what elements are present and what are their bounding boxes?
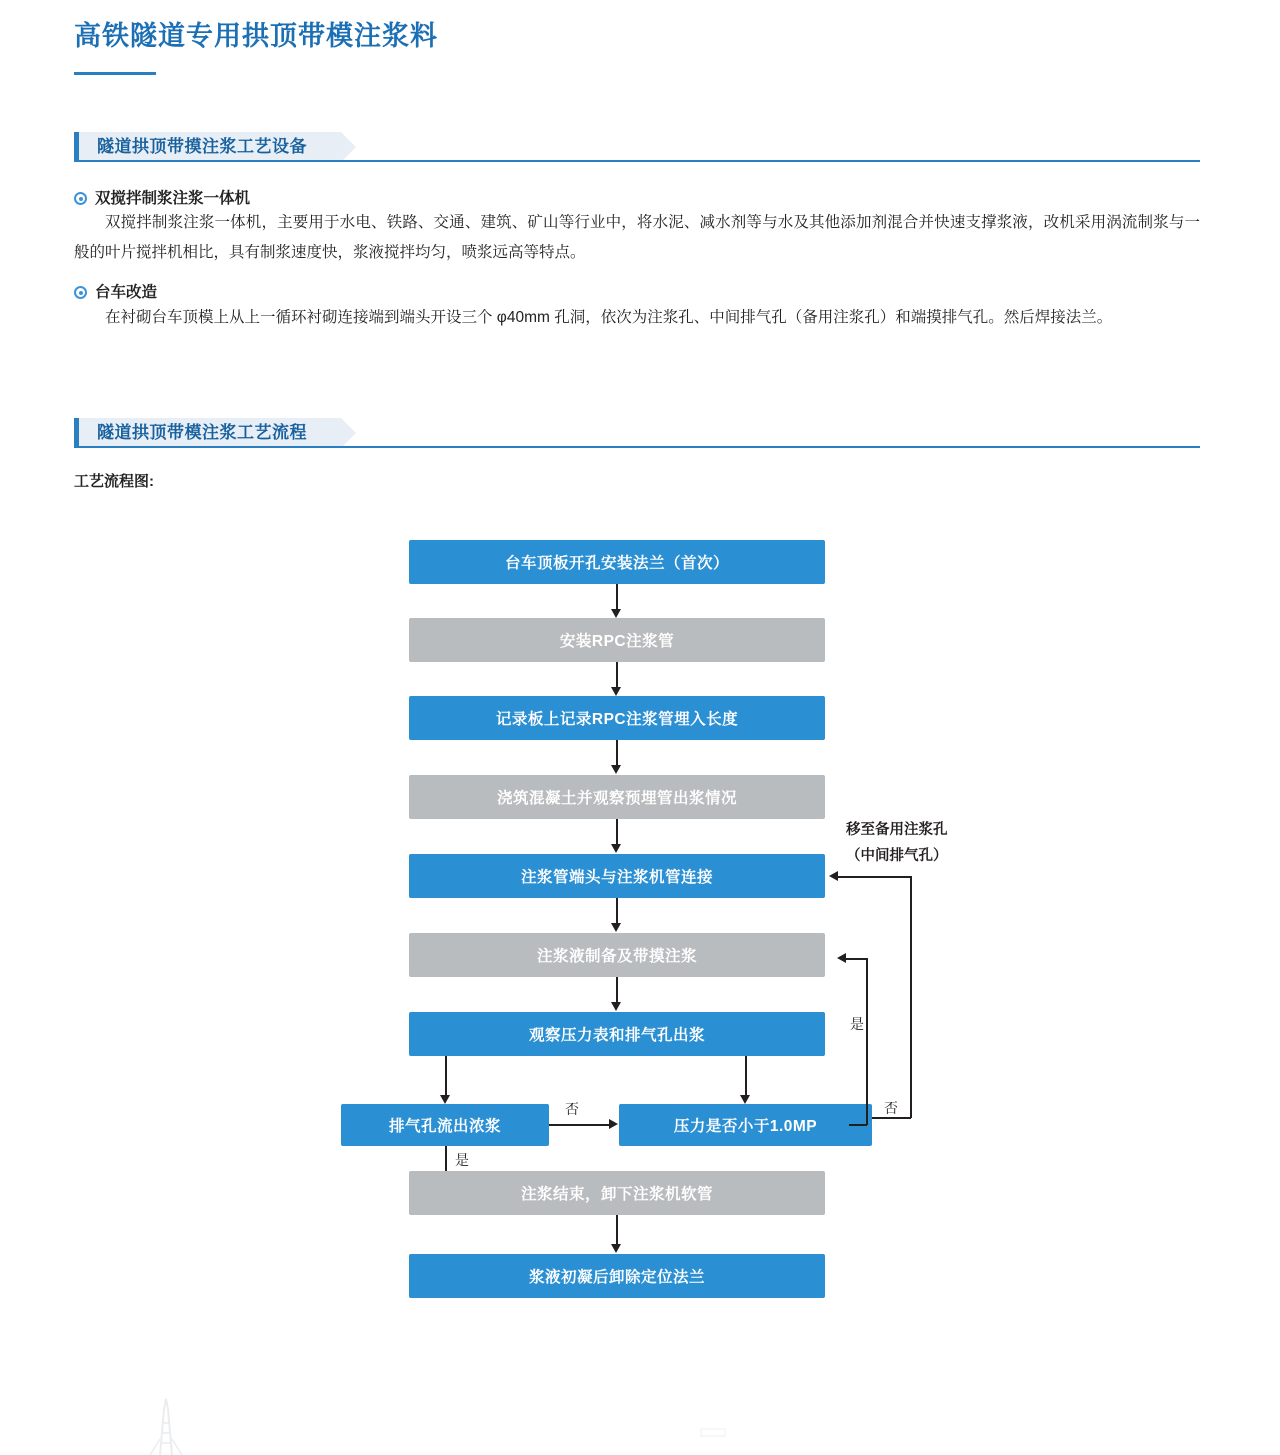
flow-node-11 [409,1254,825,1298]
flow-edge-9-6-seg-h2 [846,958,867,960]
flow-node-7-label: 观察压力表和排气孔出浆 [528,1027,705,1044]
flow-edge-4-5 [616,819,618,844]
flow-node-6-label: 注浆液制备及带摸注浆 [536,948,697,965]
arrowhead-icon [611,687,621,696]
flow-node-9 [619,1104,872,1146]
bullet-item-trolley-label: 台车改造 [95,284,158,301]
section-rule-process [74,446,1200,448]
annotation-spare-hole-line2: （中间排气孔） [846,848,948,864]
annotation-spare-hole [846,817,948,869]
edge-label-yes-1: 是 [850,1016,864,1032]
paragraph-trolley: 在衬砌台车顶模上从上一循环衬砌连接端到端头开设三个 φ40mm 孔洞，依次为注浆孔、中间排气孔（备用注浆孔）和端摸排气孔。然后焊接法兰。 [105,309,1113,326]
flow-edge-9-5-seg-v [910,876,912,1118]
flow-edge-1-2 [616,584,618,609]
section-heading-process-label: 隧道拱顶带模注浆工艺流程 [74,418,341,448]
flow-node-4 [409,775,825,819]
page-title: 高铁隧道专用拱顶带模注浆料 [74,21,438,51]
bullet-item-trolley [74,280,157,302]
arrowhead-icon [829,871,838,881]
flow-node-6 [409,933,825,977]
flow-edge-9-5-seg-h2 [838,876,911,878]
title-underline [74,72,156,75]
flow-edge-10-11 [616,1215,618,1244]
flow-node-8-label: 排气孔流出浓浆 [388,1118,501,1135]
flow-node-9-label: 压力是否小于1.0MP [673,1118,818,1135]
flow-node-4-label: 浇筑混凝土并观察预埋管出浆情况 [496,790,737,807]
arrowhead-icon [611,923,621,932]
flow-edge-6-7 [616,977,618,1002]
flow-edge-9-6-seg-v [866,958,868,1125]
arrowhead-icon [611,765,621,774]
flow-edge-3-4 [616,740,618,765]
flow-node-3 [409,696,825,740]
process-flowchart [0,510,1280,1320]
flow-node-2 [409,618,825,662]
flow-node-5 [409,854,825,898]
bullet-item-machine-label: 双搅拌制浆注浆一体机 [95,190,251,207]
arrowhead-icon [611,1002,621,1011]
paragraph-machine: 双搅拌制浆注浆一体机，主要用于水电、铁路、交通、建筑、矿山等行业中，将水泥、减水剂等与水及其他添加剂混合并快速支撑浆液，改机采用涡流制浆与一般的叶片搅拌机相比，具有制浆速度快，浆液搅拌均匀，喷浆远高等特点。 [74,214,1200,261]
flow-node-10-label: 注浆结束，卸下注浆机软管 [520,1186,713,1203]
section-rule-equipment [74,160,1200,162]
flow-node-10 [409,1171,825,1215]
section-heading-equipment [74,132,341,162]
ring-bullet-icon [74,286,87,299]
section-heading-equipment-label: 隧道拱顶带摸注浆工艺设备 [74,132,341,162]
small-watermark-icon [700,1425,726,1439]
arrowhead-icon [611,609,621,618]
flowchart-caption: 工艺流程图: [74,473,154,490]
flow-node-1-label: 台车顶板开孔安装法兰（首次） [504,555,729,572]
edge-label-no-1: 否 [565,1101,579,1117]
flow-edge-7-8 [445,1056,447,1095]
arrowhead-icon [440,1095,450,1104]
flow-node-5-label: 注浆管端头与注浆机管连接 [520,869,713,886]
flow-node-7 [409,1012,825,1056]
edge-label-yes-2: 是 [455,1152,469,1168]
flow-node-2-label: 安装RPC注浆管 [559,633,675,650]
flow-node-11-label: 浆液初凝后卸除定位法兰 [528,1269,705,1286]
annotation-spare-hole-line1: 移至备用注浆孔 [846,822,948,838]
arrowhead-icon [609,1119,618,1129]
flow-edge-8-9 [549,1124,609,1126]
tower-watermark-icon [130,1395,210,1455]
arrowhead-icon [611,844,621,853]
flow-edge-9-6-seg-h1 [849,1124,867,1126]
flow-edge-5-6 [616,898,618,923]
section-heading-process [74,418,341,448]
flow-edge-2-3 [616,662,618,687]
arrowhead-icon [611,1244,621,1253]
edge-label-no-2: 否 [884,1100,898,1116]
flow-node-1 [409,540,825,584]
arrowhead-icon [837,953,846,963]
ring-bullet-icon [74,192,87,205]
flow-node-8 [341,1104,549,1146]
flow-edge-7-9 [745,1056,747,1095]
bullet-item-machine [74,186,250,208]
arrowhead-icon [740,1095,750,1104]
flow-node-3-label: 记录板上记录RPC注浆管埋入长度 [495,711,739,728]
